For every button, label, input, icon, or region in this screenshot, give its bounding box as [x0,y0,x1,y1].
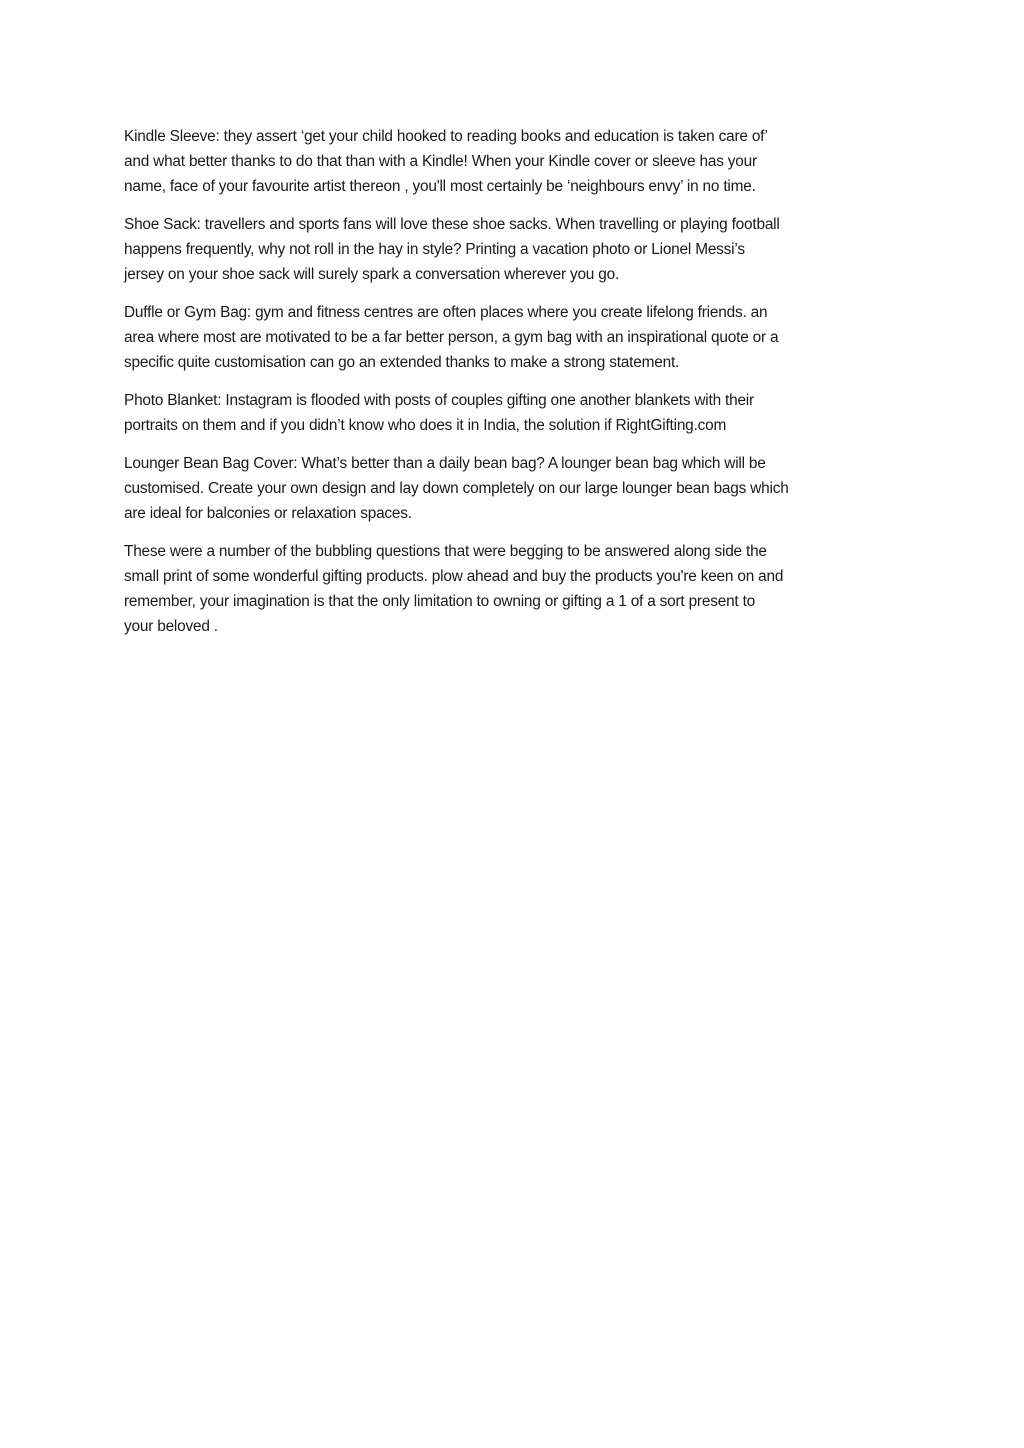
paragraph-kindle-sleeve [124,124,904,199]
text-line: are ideal for balconies or relaxation spaces. [124,505,412,522]
text-line: customised. Create your own design and lay down completely on our large lounger bean bags which [124,480,789,497]
text-line: name, face of your favourite artist thereon , you'll most certainly be ‘neighbours envy’ in no time. [124,178,756,195]
text-line: Duffle or Gym Bag: gym and fitness centres are often places where you create lifelong friends. an [124,304,768,321]
paragraph-gym-bag [124,300,904,375]
paragraph-conclusion [124,539,904,639]
text-line: Photo Blanket: Instagram is flooded with posts of couples gifting one another blankets with their [124,392,754,409]
text-line: Lounger Bean Bag Cover: What’s better than a daily bean bag? A lounger bean bag which will be [124,455,766,472]
text-line: remember, your imagination is that the only limitation to owning or gifting a 1 of a sort present to [124,593,756,610]
text-line: Shoe Sack: travellers and sports fans will love these shoe sacks. When travelling or playing football [124,216,780,233]
text-line: area where most are motivated to be a far better person, a gym bag with an inspirational quote or a [124,329,779,346]
text-line: specific quite customisation can go an extended thanks to make a strong statement. [124,354,680,371]
paragraph-bean-bag-cover [124,451,904,526]
text-line: jersey on your shoe sack will surely spark a conversation wherever you go. [124,266,620,283]
text-line: small print of some wonderful gifting products. plow ahead and buy the products you're keen on and [124,568,784,585]
text-line: happens frequently, why not roll in the hay in style? Printing a vacation photo or Lionel Messi’s [124,241,745,258]
text-line: These were a number of the bubbling questions that were begging to be answered along side the [124,543,767,560]
text-line: portraits on them and if you didn’t know who does it in India, the solution if RightGifting.com [124,417,727,434]
text-line: your beloved . [124,618,218,635]
document-body [124,124,904,652]
text-line: and what better thanks to do that than with a Kindle! When your Kindle cover or sleeve has your [124,153,757,170]
text-line: Kindle Sleeve: they assert ‘get your child hooked to reading books and education is taken care of’ [124,128,768,145]
paragraph-shoe-sack [124,212,904,287]
paragraph-photo-blanket [124,388,904,438]
